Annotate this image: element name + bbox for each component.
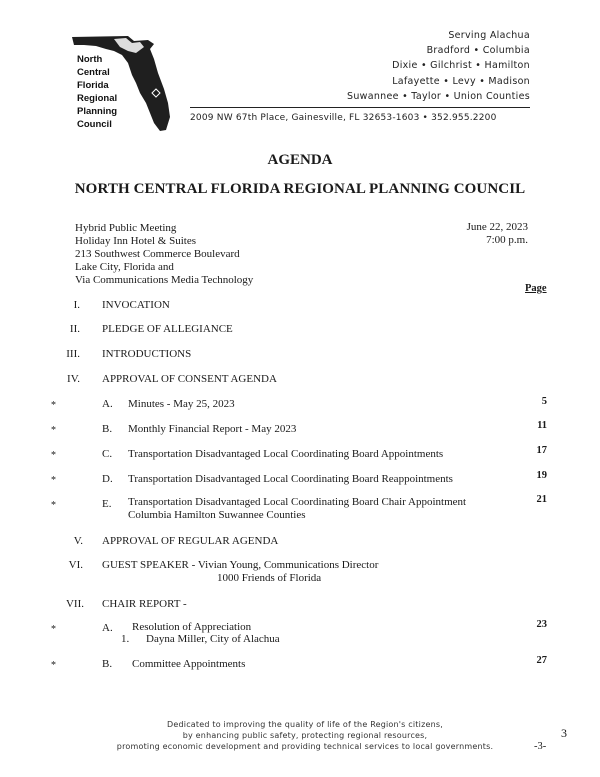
item-letter: A. <box>102 398 113 410</box>
item-number: I. <box>73 299 80 311</box>
item-lcb-chair: Transportation Disadvantaged Local Coordinating Board Chair Appointment <box>128 496 467 508</box>
meeting-line: Lake City, Florida and <box>75 261 174 273</box>
item-minutes: Minutes - May 25, 2023 <box>128 398 235 410</box>
serving-line: Bradford • Columbia <box>426 45 530 57</box>
item-number: VII. <box>65 598 84 610</box>
consent-marker: * <box>51 425 56 436</box>
item-letter: A. <box>102 622 113 634</box>
consent-marker: * <box>51 624 56 635</box>
council-title: NORTH CENTRAL FLORIDA REGIONAL PLANNING COUNCIL <box>74 181 526 197</box>
item-pledge: PLEDGE OF ALLEGIANCE <box>102 323 233 335</box>
org-name <box>77 53 117 131</box>
item-committee-appointments: Committee Appointments <box>132 658 246 670</box>
sub-item-dayna-miller: Dayna Miller, City of Alachua <box>146 633 280 645</box>
page-number: 23 <box>536 619 547 630</box>
address: 2009 NW 67th Place, Gainesville, FL 32653-1603 • 352.955.2200 <box>190 113 497 123</box>
page-column-header: Page <box>525 283 547 294</box>
item-lcb-chair-counties: Columbia Hamilton Suwannee Counties <box>128 509 306 521</box>
meeting-line: Hybrid Public Meeting <box>75 222 177 234</box>
consent-marker: * <box>51 660 56 671</box>
footer-page-number: -3- <box>534 741 547 752</box>
corner-page-number: 3 <box>561 726 567 740</box>
item-resolution: Resolution of Appreciation <box>132 621 252 633</box>
meeting-line: 213 Southwest Commerce Boulevard <box>75 248 240 260</box>
item-number: II. <box>69 323 80 335</box>
meeting-line: Holiday Inn Hotel & Suites <box>75 235 196 247</box>
serving-line: Lafayette • Levy • Madison <box>392 75 530 87</box>
item-letter: B. <box>102 423 113 435</box>
item-lcb-reappointments: Transportation Disadvantaged Local Coordinating Board Reappointments <box>128 473 453 485</box>
item-lcb-appointments: Transportation Disadvantaged Local Coordinating Board Appointments <box>128 448 444 460</box>
item-guest-speaker-org: 1000 Friends of Florida <box>217 572 322 584</box>
serving-line: Dixie • Gilchrist • Hamilton <box>392 60 530 72</box>
footer-line: Dedicated to improving the quality of life of the Region's citizens, <box>167 720 443 729</box>
item-letter: E. <box>102 498 112 510</box>
org-line: Florida <box>77 80 109 91</box>
meeting-datetime <box>467 221 528 247</box>
item-invocation: INVOCATION <box>102 299 170 311</box>
page-number: 27 <box>536 655 547 666</box>
item-guest-speaker: GUEST SPEAKER - Vivian Young, Communications Director <box>102 559 379 571</box>
sub-item-number: 1. <box>121 633 130 645</box>
item-number: IV. <box>67 373 80 385</box>
item-number: III. <box>66 348 80 360</box>
item-regular-agenda: APPROVAL OF REGULAR AGENDA <box>102 535 279 547</box>
item-letter: B. <box>102 658 113 670</box>
page-number: 11 <box>537 420 547 431</box>
org-line: Regional <box>77 93 118 104</box>
meeting-line: Via Communications Media Technology <box>75 274 254 286</box>
footer-line: promoting economic development and providing technical services to local governments. <box>116 742 494 751</box>
org-line: Central <box>77 67 110 78</box>
consent-marker: * <box>51 475 56 486</box>
page-number: 5 <box>541 396 547 407</box>
item-introductions: INTRODUCTIONS <box>102 348 192 360</box>
meeting-location <box>75 222 253 287</box>
item-number: V. <box>73 535 83 547</box>
page-number: 19 <box>536 470 547 481</box>
consent-marker: * <box>51 400 56 411</box>
page-number: 21 <box>536 494 547 505</box>
serving-line: Suwannee • Taylor • Union Counties <box>346 90 530 102</box>
item-letter: C. <box>102 448 113 460</box>
item-chair-report: CHAIR REPORT - <box>102 598 187 610</box>
page-number: 17 <box>536 445 547 456</box>
meeting-time: 7:00 p.m. <box>486 234 528 246</box>
footer-mission <box>60 719 550 752</box>
consent-marker: * <box>51 500 56 511</box>
item-financial-report: Monthly Financial Report - May 2023 <box>128 423 297 435</box>
footer-line: by enhancing public safety, protecting regional resources, <box>182 731 428 740</box>
org-line: North <box>77 54 103 65</box>
meeting-date: June 22, 2023 <box>466 221 528 233</box>
serving-line: Serving Alachua <box>448 30 530 41</box>
item-consent-agenda: APPROVAL OF CONSENT AGENDA <box>102 373 277 385</box>
org-line: Council <box>77 119 112 130</box>
serving-counties <box>347 28 530 104</box>
header-divider <box>190 107 530 108</box>
item-letter: D. <box>102 473 113 485</box>
org-line: Planning <box>77 106 118 117</box>
item-number: VI. <box>68 559 83 571</box>
consent-marker: * <box>51 450 56 461</box>
page-title: AGENDA <box>267 152 333 168</box>
